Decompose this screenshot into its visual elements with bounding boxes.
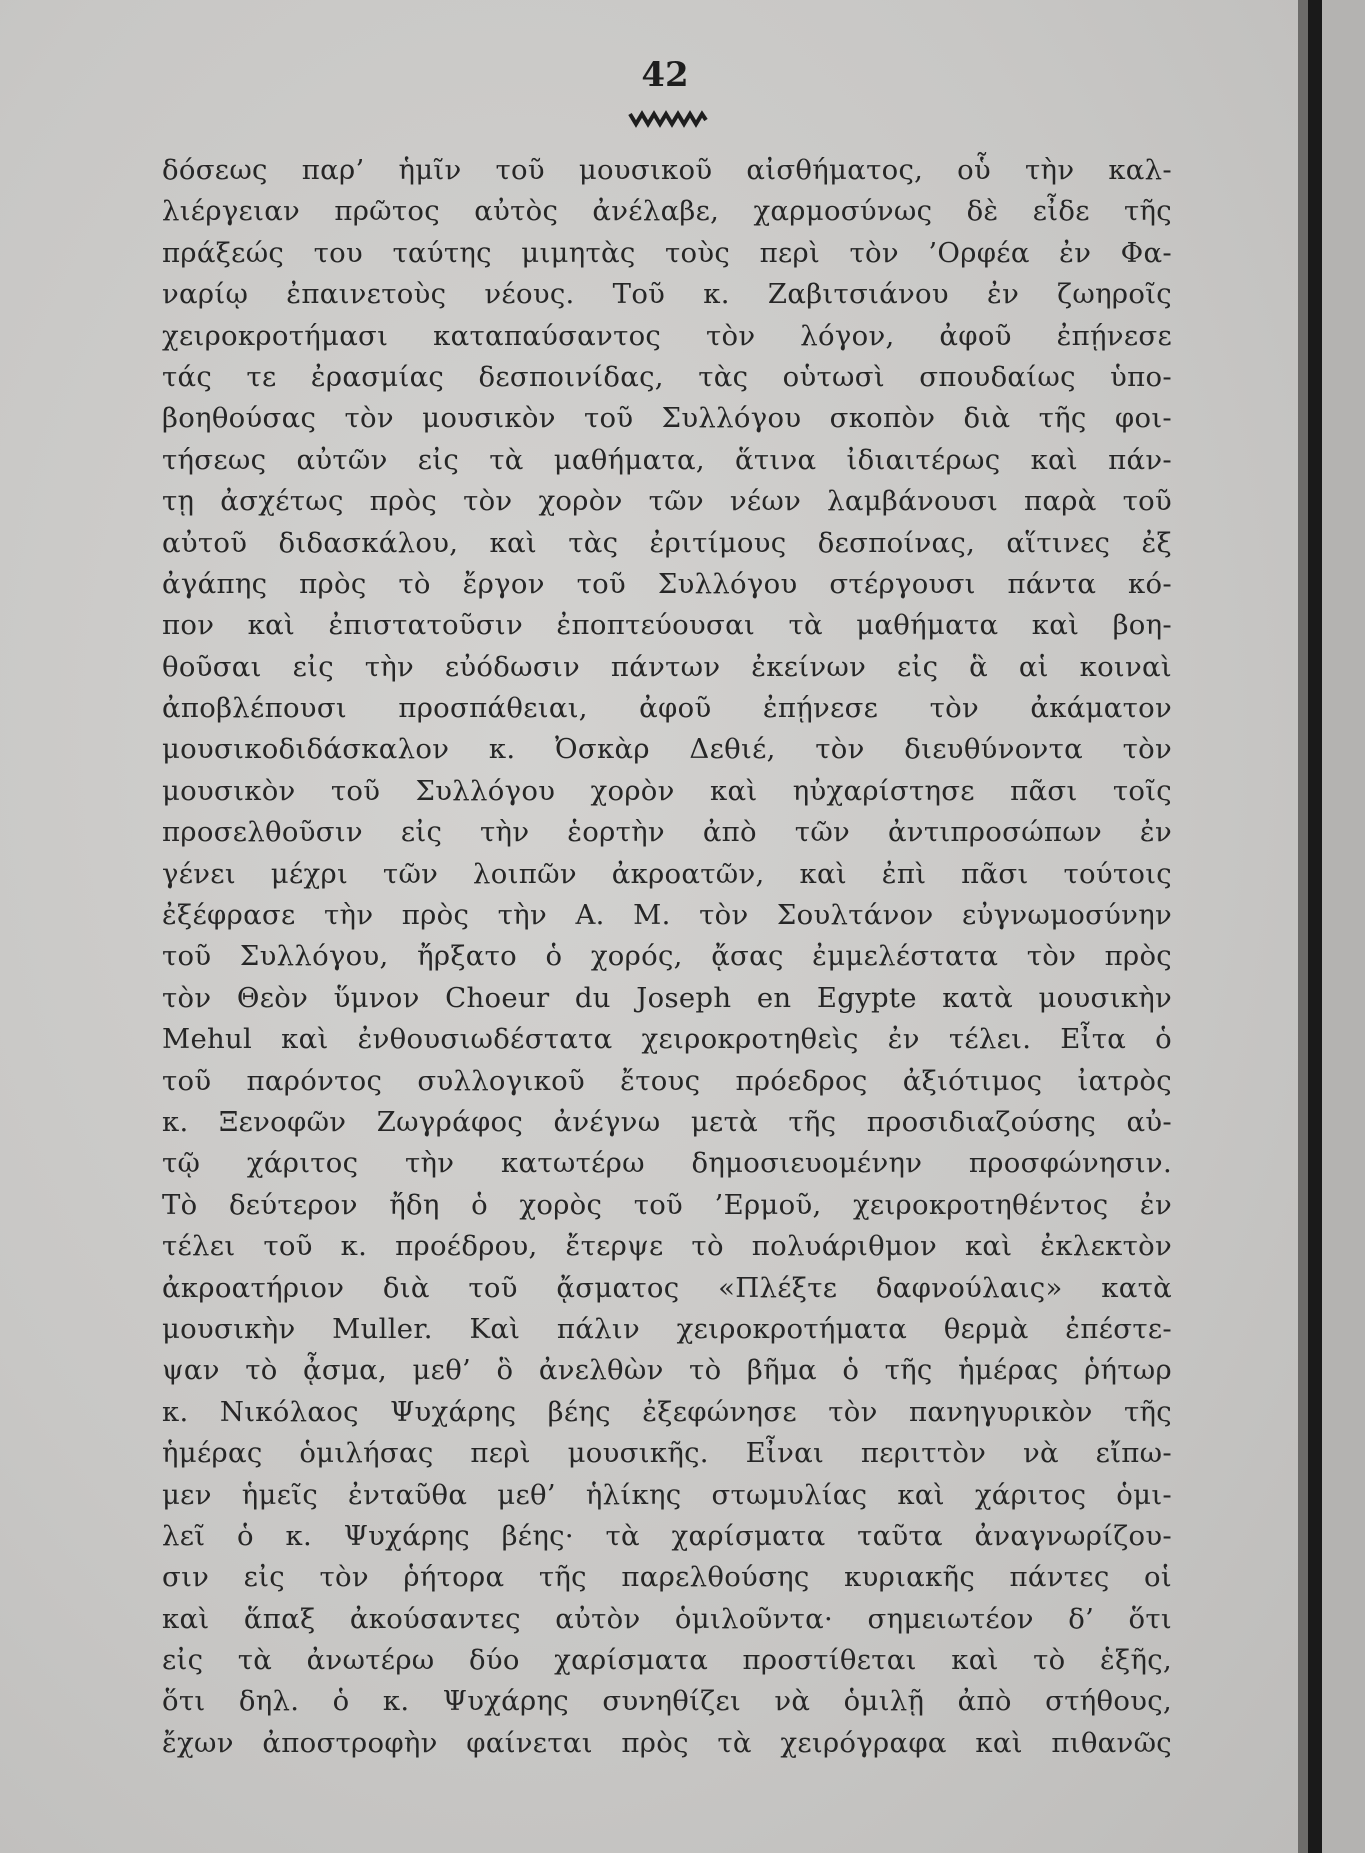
- text-line: τέλει τοῦ κ. προέδρου, ἔτερψε τὸ πολυάριθμον καὶ ἐκλεκτὸν: [162, 1230, 1172, 1263]
- wavy-ornament: [628, 108, 708, 130]
- text-line: σιν εἰς τὸν ῥήτορα τῆς παρελθούσης κυριακῆς πάντες οἱ: [162, 1561, 1172, 1594]
- text-line: καὶ ἅπαξ ἀκούσαντες αὐτὸν ὁμιλοῦντα· σημειωτέον δ’ ὅτι: [162, 1602, 1172, 1635]
- text-line: χειροκροτήμασι καταπαύσαντος τὸν λόγον, ἀφοῦ ἐπῄνεσε: [162, 319, 1172, 352]
- text-line: τὸν Θεὸν ὕμνον Choeur du Joseph en Egypte κατὰ μουσικὴν: [162, 981, 1172, 1014]
- text-line: Mehul καὶ ἐνθουσιωδέστατα χειροκροτηθεὶς ἐν τέλει. Εἶτα ὁ: [162, 1023, 1172, 1056]
- text-line: εἰς τὰ ἀνωτέρω δύο χαρίσματα προστίθεται καὶ τὸ ἑξῆς,: [162, 1644, 1172, 1677]
- text-line: τῷ χάριτος τὴν κατωτέρω δημοσιευομένην προσφώνησιν.: [162, 1147, 1172, 1180]
- text-line: τῃ ἀσχέτως πρὸς τὸν χορὸν τῶν νέων λαμβάνουσι παρὰ τοῦ: [162, 485, 1172, 518]
- text-line: ἀποβλέπουσι προσπάθειαι, ἀφοῦ ἐπῄνεσε τὸν ἀκάματον: [162, 692, 1172, 725]
- text-line: αὐτοῦ διδασκάλου, καὶ τὰς ἐριτίμους δεσποίνας, αἵτινες ἐξ: [162, 526, 1172, 559]
- text-line: ἐξέφρασε τὴν πρὸς τὴν Α. Μ. τὸν Σουλτάνον εὐγνωμοσύνην: [162, 899, 1172, 932]
- text-line: προσελθοῦσιν εἰς τὴν ἑορτὴν ἀπὸ τῶν ἀντιπροσώπων ἐν: [162, 816, 1172, 849]
- text-line: ἔχων ἀποστροφὴν φαίνεται πρὸς τὰ χειρόγραφα καὶ πιθανῶς: [162, 1726, 1172, 1759]
- text-line: μουσικοδιδάσκαλον κ. Ὀσκὰρ Δεθιέ, τὸν διευθύνοντα τὸν: [162, 733, 1172, 766]
- text-line: μουσικὸν τοῦ Συλλόγου χορὸν καὶ ηὐχαρίστησε πᾶσι τοῖς: [162, 774, 1172, 807]
- body-text: [162, 150, 1172, 1764]
- background-edge: [1322, 0, 1365, 1853]
- text-line: πράξεώς του ταύτης μιμητὰς τοὺς περὶ τὸν ’Ορφέα ἐν Φα-: [162, 236, 1172, 269]
- text-line: τάς τε ἐρασμίας δεσποινίδας, τὰς οὑτωσὶ σπουδαίως ὑπο-: [162, 360, 1172, 393]
- text-line: ὅτι δηλ. ὁ κ. Ψυχάρης συνηθίζει νὰ ὁμιλῇ ἀπὸ στήθους,: [162, 1685, 1172, 1718]
- text-line: λεῖ ὁ κ. Ψυχάρης βέης· τὰ χαρίσματα ταῦτα ἀναγνωρίζου-: [162, 1519, 1172, 1552]
- text-line: λιέργειαν πρῶτος αὐτὸς ἀνέλαβε, χαρμοσύνως δὲ εἶδε τῆς: [162, 195, 1172, 228]
- text-line: ναρίῳ ἐπαινετοὺς νέους. Τοῦ κ. Ζαβιτσιάνου ἐν ζωηροῖς: [162, 278, 1172, 311]
- page-number: 42: [641, 55, 689, 95]
- text-line: κ. Ξενοφῶν Ζωγράφος ἀνέγνω μετὰ τῆς προσιδιαζούσης αὐ-: [162, 1105, 1172, 1138]
- text-line: ἀγάπης πρὸς τὸ ἔργον τοῦ Συλλόγου στέργουσι πάντα κό-: [162, 567, 1172, 600]
- text-line: δόσεως παρ’ ἡμῖν τοῦ μουσικοῦ αἰσθήματος, οὗ τὴν καλ-: [162, 154, 1172, 186]
- text-line: τοῦ Συλλόγου, ἤρξατο ὁ χορός, ᾄσας ἐμμελέστατα τὸν πρὸς: [162, 940, 1172, 973]
- text-line: Τὸ δεύτερον ἤδη ὁ χορὸς τοῦ ’Ερμοῦ, χειροκροτηθέντος ἐν: [162, 1188, 1172, 1221]
- text-line: θοῦσαι εἰς τὴν εὐόδωσιν πάντων ἐκείνων εἰς ἃ αἱ κοιναὶ: [162, 650, 1172, 683]
- text-line: τήσεως αὐτῶν εἰς τὰ μαθήματα, ἅτινα ἰδιαιτέρως καὶ πάν-: [162, 443, 1172, 476]
- text-line: βοηθούσας τὸν μουσικὸν τοῦ Συλλόγου σκοπὸν διὰ τῆς φοι-: [162, 402, 1172, 435]
- text-line: πον καὶ ἐπιστατοῦσιν ἐποπτεύουσαι τὰ μαθήματα καὶ βοη-: [162, 609, 1172, 642]
- text-line: ἡμέρας ὁμιλήσας περὶ μουσικῆς. Εἶναι περιττὸν νὰ εἴπω-: [162, 1437, 1172, 1470]
- text-line: μουσικὴν Muller. Καὶ πάλιν χειροκροτήματα θερμὰ ἐπέστε-: [162, 1312, 1172, 1345]
- text-line: ψαν τὸ ᾆσμα, μεθ’ ὃ ἀνελθὼν τὸ βῆμα ὁ τῆς ἡμέρας ῥήτωρ: [162, 1354, 1172, 1387]
- text-line: ἀκροατήριον διὰ τοῦ ᾄσματος «Πλέξτε δαφνούλαις» κατὰ: [162, 1271, 1172, 1304]
- text-line: τοῦ παρόντος συλλογικοῦ ἔτους πρόεδρος ἀξιότιμος ἰατρὸς: [162, 1064, 1172, 1097]
- binding-edge: [1308, 0, 1322, 1853]
- text-line: μεν ἡμεῖς ἐνταῦθα μεθ’ ἡλίκης στωμυλίας καὶ χάριτος ὁμι-: [162, 1478, 1172, 1511]
- page-gutter: [1298, 0, 1308, 1853]
- text-line: γένει μέχρι τῶν λοιπῶν ἀκροατῶν, καὶ ἐπὶ πᾶσι τούτοις: [162, 857, 1172, 890]
- text-line: κ. Νικόλαος Ψυχάρης βέης ἐξεφώνησε τὸν πανηγυρικὸν τῆς: [162, 1395, 1172, 1428]
